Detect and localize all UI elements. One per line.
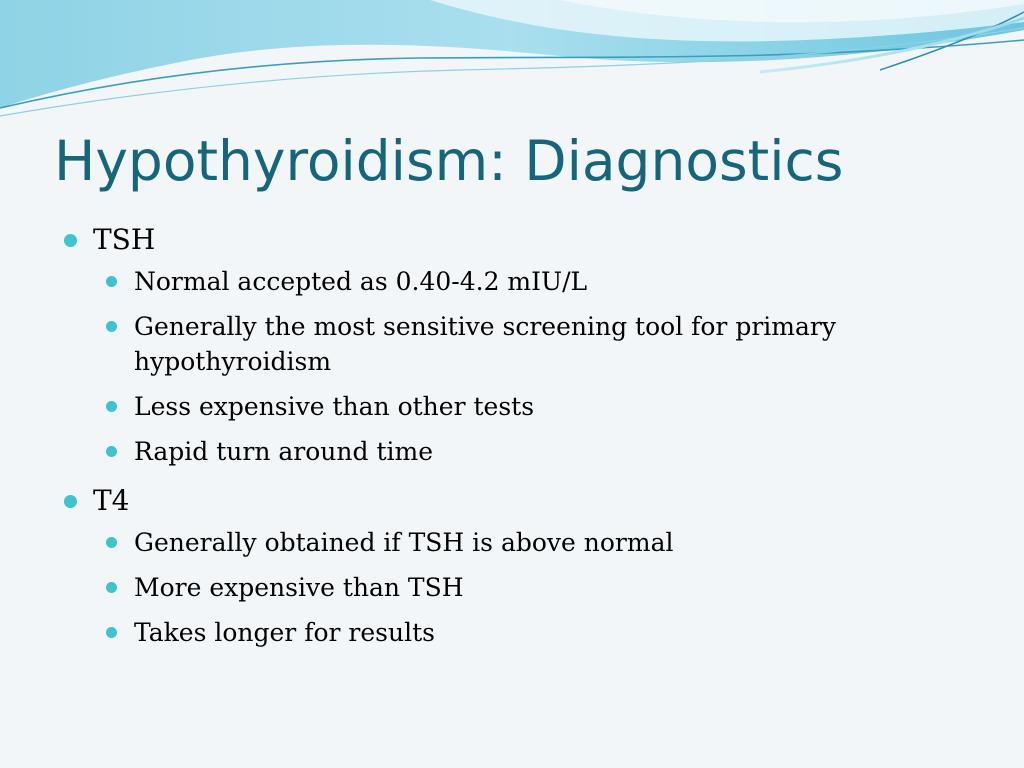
slide-title: Hypothyroidism: Diagnostics xyxy=(54,129,844,193)
bullet-dot-icon xyxy=(106,446,117,457)
bullet-dot-icon xyxy=(106,401,117,412)
bullet-dot-icon xyxy=(106,537,117,548)
bullet-dot-icon xyxy=(106,321,117,332)
bullet-dot-icon xyxy=(64,495,77,508)
bullet-level1-t4 xyxy=(0,483,1024,519)
list-item xyxy=(0,389,954,424)
bullet-dot-icon xyxy=(106,276,117,287)
bullet-text: Takes longer for results xyxy=(134,618,435,647)
bullet-text: Rapid turn around time xyxy=(134,437,433,466)
list-item xyxy=(0,264,954,299)
bullet-text: T4 xyxy=(93,484,130,517)
bullet-dot-icon xyxy=(106,582,117,593)
bullet-text: More expensive than TSH xyxy=(134,573,464,602)
list-item xyxy=(0,309,954,379)
bullet-text: Normal accepted as 0.40-4.2 mIU/L xyxy=(134,267,588,296)
slide-content xyxy=(0,222,1024,660)
bullet-text: Generally obtained if TSH is above normal xyxy=(134,528,674,557)
bullet-text: TSH xyxy=(93,223,156,256)
decorative-wave-header xyxy=(0,0,1024,130)
list-item xyxy=(0,615,954,650)
list-item xyxy=(0,525,954,560)
bullet-level1-tsh xyxy=(0,222,1024,258)
bullet-dot-icon xyxy=(64,234,77,247)
bullet-text: Less expensive than other tests xyxy=(134,392,535,421)
list-item xyxy=(0,434,954,469)
bullet-dot-icon xyxy=(106,627,117,638)
list-item xyxy=(0,570,954,605)
bullet-text: Generally the most sensitive screening tool for primary hypothyroidism xyxy=(134,312,836,376)
